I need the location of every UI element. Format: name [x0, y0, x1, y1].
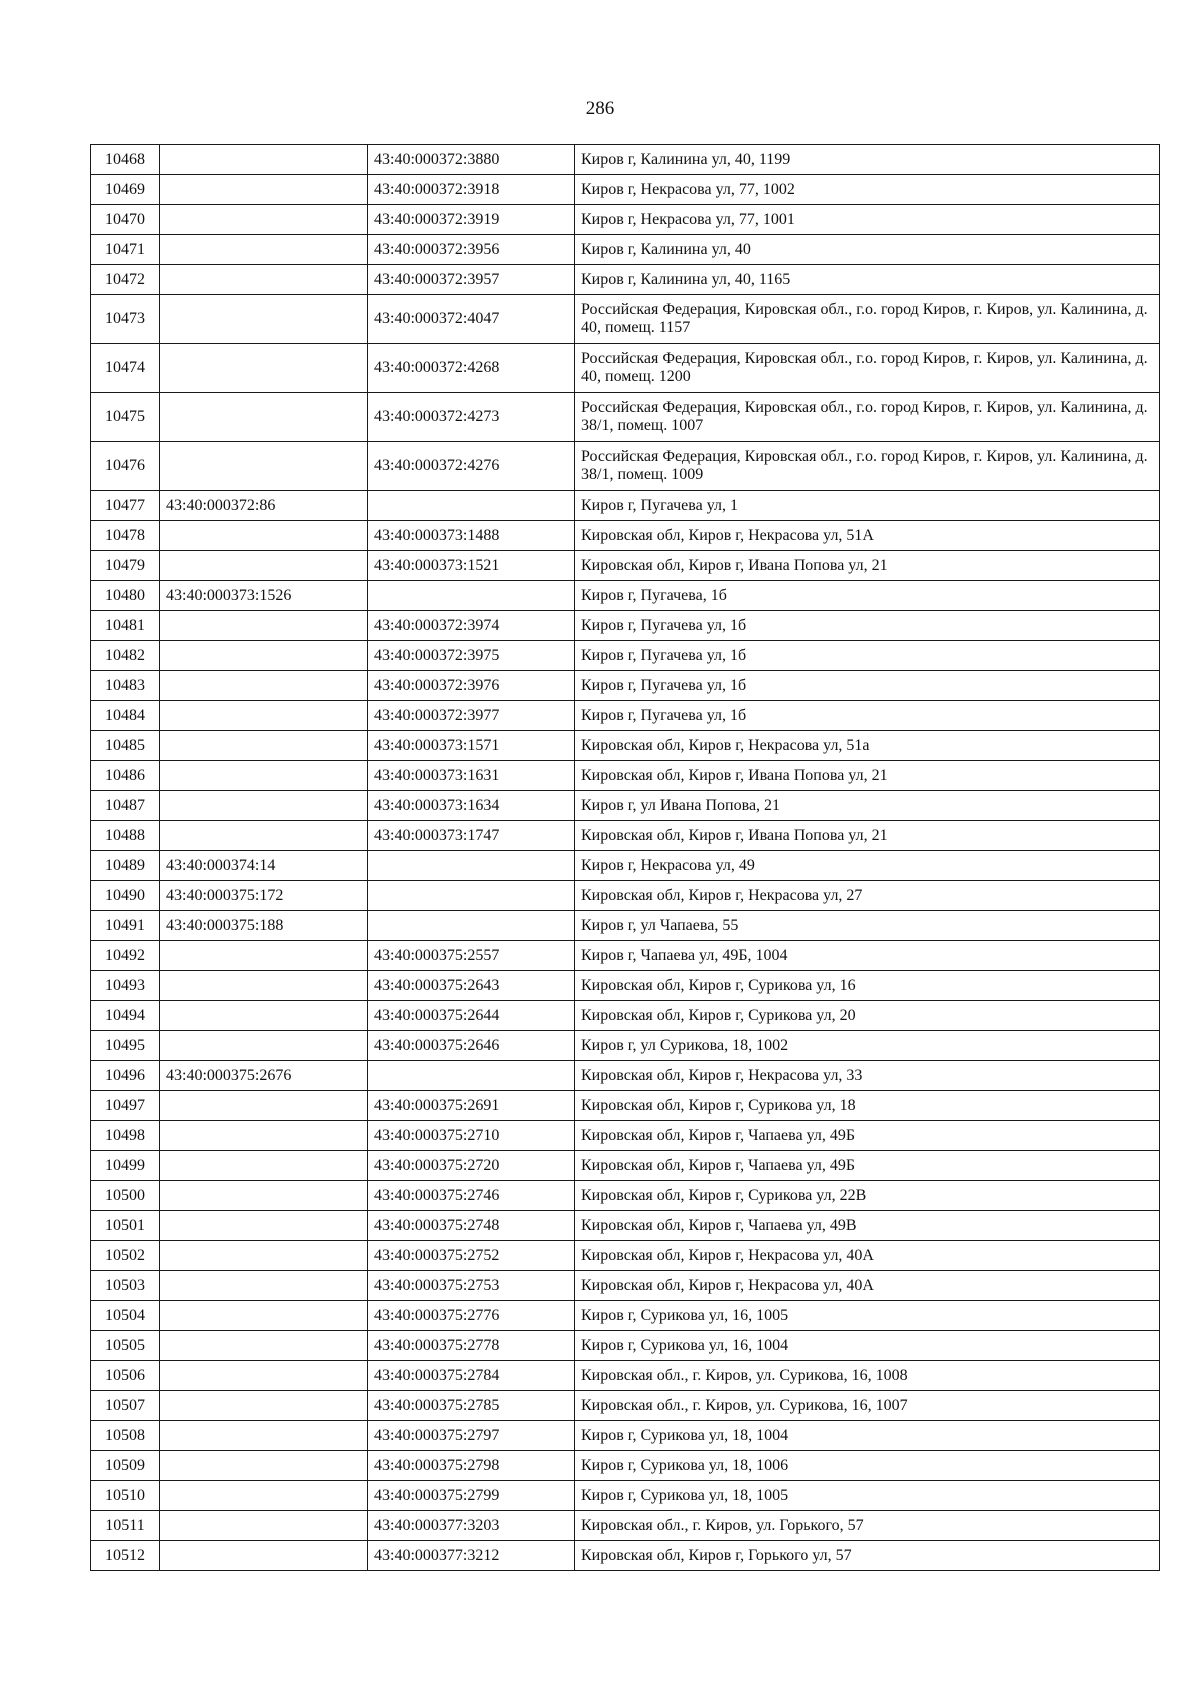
row-number-cell: 10470	[91, 205, 160, 235]
address-cell: Российская Федерация, Кировская обл., г.о. город Киров, г. Киров, ул. Калинина, д. 38/1, помещ. 1009	[575, 442, 1160, 491]
table-row	[91, 851, 1160, 881]
address-cell: Киров г, Некрасова ул, 77, 1002	[575, 175, 1160, 205]
row-number-cell: 10510	[91, 1481, 160, 1511]
object-cadastral-number-cell: 43:40:000375:2776	[368, 1301, 575, 1331]
row-number-cell: 10500	[91, 1181, 160, 1211]
object-cadastral-number-cell	[368, 491, 575, 521]
row-number-cell: 10499	[91, 1151, 160, 1181]
row-number-cell: 10487	[91, 791, 160, 821]
address-cell: Кировская обл., г. Киров, ул. Горького, 57	[575, 1511, 1160, 1541]
object-cadastral-number-cell: 43:40:000375:2778	[368, 1331, 575, 1361]
parcel-cadastral-number-cell	[160, 671, 368, 701]
object-cadastral-number-cell: 43:40:000373:1747	[368, 821, 575, 851]
parcel-cadastral-number-cell	[160, 1331, 368, 1361]
object-cadastral-number-cell: 43:40:000375:2643	[368, 971, 575, 1001]
object-cadastral-number-cell: 43:40:000375:2710	[368, 1121, 575, 1151]
parcel-cadastral-number-cell: 43:40:000375:188	[160, 911, 368, 941]
table-row	[91, 295, 1160, 344]
table-row	[91, 393, 1160, 442]
object-cadastral-number-cell: 43:40:000372:3975	[368, 641, 575, 671]
table-row	[91, 235, 1160, 265]
address-cell: Киров г, Калинина ул, 40, 1199	[575, 145, 1160, 175]
object-cadastral-number-cell: 43:40:000372:3918	[368, 175, 575, 205]
object-cadastral-number-cell: 43:40:000375:2644	[368, 1001, 575, 1031]
parcel-cadastral-number-cell	[160, 344, 368, 393]
parcel-cadastral-number-cell	[160, 731, 368, 761]
row-number-cell: 10511	[91, 1511, 160, 1541]
row-number-cell: 10505	[91, 1331, 160, 1361]
row-number-cell: 10473	[91, 295, 160, 344]
row-number-cell: 10490	[91, 881, 160, 911]
address-cell: Киров г, Пугачева ул, 1	[575, 491, 1160, 521]
parcel-cadastral-number-cell	[160, 1271, 368, 1301]
table-row	[91, 1481, 1160, 1511]
parcel-cadastral-number-cell: 43:40:000373:1526	[160, 581, 368, 611]
object-cadastral-number-cell	[368, 911, 575, 941]
parcel-cadastral-number-cell	[160, 971, 368, 1001]
row-number-cell: 10484	[91, 701, 160, 731]
row-number-cell: 10488	[91, 821, 160, 851]
object-cadastral-number-cell: 43:40:000372:3880	[368, 145, 575, 175]
parcel-cadastral-number-cell	[160, 551, 368, 581]
parcel-cadastral-number-cell	[160, 1301, 368, 1331]
parcel-cadastral-number-cell	[160, 1541, 368, 1571]
row-number-cell: 10512	[91, 1541, 160, 1571]
row-number-cell: 10489	[91, 851, 160, 881]
parcel-cadastral-number-cell: 43:40:000372:86	[160, 491, 368, 521]
row-number-cell: 10480	[91, 581, 160, 611]
address-cell: Кировская обл, Киров г, Чапаева ул, 49В	[575, 1211, 1160, 1241]
object-cadastral-number-cell: 43:40:000373:1634	[368, 791, 575, 821]
row-number-cell: 10471	[91, 235, 160, 265]
table-row	[91, 1271, 1160, 1301]
object-cadastral-number-cell: 43:40:000372:4268	[368, 344, 575, 393]
row-number-cell: 10476	[91, 442, 160, 491]
address-cell: Кировская обл, Киров г, Некрасова ул, 51а	[575, 731, 1160, 761]
table-row	[91, 1001, 1160, 1031]
object-cadastral-number-cell	[368, 851, 575, 881]
address-cell: Кировская обл, Киров г, Ивана Попова ул, 21	[575, 761, 1160, 791]
object-cadastral-number-cell: 43:40:000375:2746	[368, 1181, 575, 1211]
parcel-cadastral-number-cell	[160, 295, 368, 344]
row-number-cell: 10485	[91, 731, 160, 761]
address-cell: Российская Федерация, Кировская обл., г.о. город Киров, г. Киров, ул. Калинина, д. 38/1, помещ. 1007	[575, 393, 1160, 442]
table-row	[91, 971, 1160, 1001]
object-cadastral-number-cell: 43:40:000372:4273	[368, 393, 575, 442]
table-row	[91, 145, 1160, 175]
object-cadastral-number-cell: 43:40:000373:1521	[368, 551, 575, 581]
parcel-cadastral-number-cell	[160, 1211, 368, 1241]
object-cadastral-number-cell	[368, 581, 575, 611]
address-cell: Кировская обл, Киров г, Сурикова ул, 18	[575, 1091, 1160, 1121]
table-row	[91, 1031, 1160, 1061]
address-cell: Кировская обл, Киров г, Некрасова ул, 51А	[575, 521, 1160, 551]
parcel-cadastral-number-cell	[160, 1511, 368, 1541]
object-cadastral-number-cell: 43:40:000377:3203	[368, 1511, 575, 1541]
address-cell: Киров г, Пугачева ул, 1б	[575, 611, 1160, 641]
row-number-cell: 10482	[91, 641, 160, 671]
object-cadastral-number-cell: 43:40:000373:1631	[368, 761, 575, 791]
object-cadastral-number-cell: 43:40:000375:2785	[368, 1391, 575, 1421]
object-cadastral-number-cell: 43:40:000372:3957	[368, 265, 575, 295]
parcel-cadastral-number-cell	[160, 145, 368, 175]
table-row	[91, 551, 1160, 581]
object-cadastral-number-cell: 43:40:000375:2798	[368, 1451, 575, 1481]
address-cell: Кировская обл, Киров г, Сурикова ул, 16	[575, 971, 1160, 1001]
parcel-cadastral-number-cell	[160, 1241, 368, 1271]
address-cell: Киров г, Некрасова ул, 49	[575, 851, 1160, 881]
parcel-cadastral-number-cell	[160, 1421, 368, 1451]
row-number-cell: 10492	[91, 941, 160, 971]
address-cell: Кировская обл, Киров г, Некрасова ул, 40А	[575, 1271, 1160, 1301]
parcel-cadastral-number-cell	[160, 1031, 368, 1061]
registry-table	[90, 144, 1160, 1571]
row-number-cell: 10486	[91, 761, 160, 791]
address-cell: Киров г, Сурикова ул, 18, 1006	[575, 1451, 1160, 1481]
parcel-cadastral-number-cell: 43:40:000375:2676	[160, 1061, 368, 1091]
address-cell: Кировская обл, Киров г, Ивана Попова ул, 21	[575, 551, 1160, 581]
table-row	[91, 1331, 1160, 1361]
parcel-cadastral-number-cell	[160, 761, 368, 791]
parcel-cadastral-number-cell	[160, 1361, 368, 1391]
object-cadastral-number-cell: 43:40:000375:2748	[368, 1211, 575, 1241]
table-row	[91, 1361, 1160, 1391]
address-cell: Киров г, ул Сурикова, 18, 1002	[575, 1031, 1160, 1061]
table-row	[91, 641, 1160, 671]
object-cadastral-number-cell: 43:40:000375:2752	[368, 1241, 575, 1271]
row-number-cell: 10503	[91, 1271, 160, 1301]
row-number-cell: 10496	[91, 1061, 160, 1091]
object-cadastral-number-cell: 43:40:000375:2799	[368, 1481, 575, 1511]
address-cell: Киров г, Сурикова ул, 18, 1004	[575, 1421, 1160, 1451]
parcel-cadastral-number-cell	[160, 791, 368, 821]
table-row	[91, 581, 1160, 611]
row-number-cell: 10481	[91, 611, 160, 641]
table-row	[91, 1241, 1160, 1271]
row-number-cell: 10478	[91, 521, 160, 551]
row-number-cell: 10501	[91, 1211, 160, 1241]
object-cadastral-number-cell: 43:40:000372:3956	[368, 235, 575, 265]
address-cell: Киров г, Пугачева ул, 1б	[575, 641, 1160, 671]
parcel-cadastral-number-cell	[160, 1091, 368, 1121]
parcel-cadastral-number-cell	[160, 521, 368, 551]
row-number-cell: 10477	[91, 491, 160, 521]
object-cadastral-number-cell: 43:40:000372:3976	[368, 671, 575, 701]
row-number-cell: 10497	[91, 1091, 160, 1121]
address-cell: Кировская обл, Киров г, Сурикова ул, 22В	[575, 1181, 1160, 1211]
table-row	[91, 265, 1160, 295]
row-number-cell: 10472	[91, 265, 160, 295]
object-cadastral-number-cell: 43:40:000372:3974	[368, 611, 575, 641]
parcel-cadastral-number-cell	[160, 205, 368, 235]
parcel-cadastral-number-cell	[160, 442, 368, 491]
parcel-cadastral-number-cell	[160, 821, 368, 851]
address-cell: Кировская обл, Киров г, Чапаева ул, 49Б	[575, 1151, 1160, 1181]
table-row	[91, 1061, 1160, 1091]
address-cell: Кировская обл, Киров г, Некрасова ул, 40А	[575, 1241, 1160, 1271]
parcel-cadastral-number-cell	[160, 265, 368, 295]
table-row	[91, 1541, 1160, 1571]
table-row	[91, 1151, 1160, 1181]
parcel-cadastral-number-cell	[160, 235, 368, 265]
parcel-cadastral-number-cell	[160, 641, 368, 671]
row-number-cell: 10498	[91, 1121, 160, 1151]
row-number-cell: 10468	[91, 145, 160, 175]
object-cadastral-number-cell: 43:40:000372:4276	[368, 442, 575, 491]
object-cadastral-number-cell: 43:40:000375:2646	[368, 1031, 575, 1061]
address-cell: Киров г, Калинина ул, 40, 1165	[575, 265, 1160, 295]
table-row	[91, 671, 1160, 701]
address-cell: Кировская обл, Киров г, Некрасова ул, 33	[575, 1061, 1160, 1091]
object-cadastral-number-cell: 43:40:000372:3919	[368, 205, 575, 235]
row-number-cell: 10474	[91, 344, 160, 393]
address-cell: Российская Федерация, Кировская обл., г.о. город Киров, г. Киров, ул. Калинина, д. 40, помещ. 1157	[575, 295, 1160, 344]
table-row	[91, 1211, 1160, 1241]
row-number-cell: 10491	[91, 911, 160, 941]
table-row	[91, 941, 1160, 971]
object-cadastral-number-cell: 43:40:000375:2557	[368, 941, 575, 971]
parcel-cadastral-number-cell	[160, 941, 368, 971]
object-cadastral-number-cell: 43:40:000375:2784	[368, 1361, 575, 1391]
page-number: 286	[585, 98, 615, 119]
parcel-cadastral-number-cell	[160, 611, 368, 641]
object-cadastral-number-cell: 43:40:000375:2720	[368, 1151, 575, 1181]
address-cell: Кировская обл, Киров г, Некрасова ул, 27	[575, 881, 1160, 911]
parcel-cadastral-number-cell	[160, 1181, 368, 1211]
object-cadastral-number-cell	[368, 1061, 575, 1091]
address-cell: Киров г, Сурикова ул, 16, 1005	[575, 1301, 1160, 1331]
table-row	[91, 491, 1160, 521]
object-cadastral-number-cell: 43:40:000372:3977	[368, 701, 575, 731]
table-row	[91, 1091, 1160, 1121]
table-row	[91, 442, 1160, 491]
address-cell: Кировская обл., г. Киров, ул. Сурикова, 16, 1008	[575, 1361, 1160, 1391]
parcel-cadastral-number-cell	[160, 1001, 368, 1031]
row-number-cell: 10502	[91, 1241, 160, 1271]
parcel-cadastral-number-cell	[160, 393, 368, 442]
row-number-cell: 10508	[91, 1421, 160, 1451]
table-row	[91, 1421, 1160, 1451]
table-row	[91, 344, 1160, 393]
parcel-cadastral-number-cell	[160, 175, 368, 205]
object-cadastral-number-cell: 43:40:000375:2753	[368, 1271, 575, 1301]
row-number-cell: 10509	[91, 1451, 160, 1481]
address-cell: Киров г, Сурикова ул, 16, 1004	[575, 1331, 1160, 1361]
parcel-cadastral-number-cell	[160, 1151, 368, 1181]
parcel-cadastral-number-cell: 43:40:000374:14	[160, 851, 368, 881]
object-cadastral-number-cell: 43:40:000373:1571	[368, 731, 575, 761]
parcel-cadastral-number-cell	[160, 701, 368, 731]
table-row	[91, 175, 1160, 205]
address-cell: Кировская обл, Киров г, Сурикова ул, 20	[575, 1001, 1160, 1031]
row-number-cell: 10483	[91, 671, 160, 701]
address-cell: Киров г, Некрасова ул, 77, 1001	[575, 205, 1160, 235]
address-cell: Кировская обл., г. Киров, ул. Сурикова, 16, 1007	[575, 1391, 1160, 1421]
table-row	[91, 521, 1160, 551]
object-cadastral-number-cell: 43:40:000377:3212	[368, 1541, 575, 1571]
row-number-cell: 10506	[91, 1361, 160, 1391]
address-cell: Киров г, Сурикова ул, 18, 1005	[575, 1481, 1160, 1511]
object-cadastral-number-cell: 43:40:000375:2691	[368, 1091, 575, 1121]
parcel-cadastral-number-cell	[160, 1451, 368, 1481]
table-row	[91, 611, 1160, 641]
row-number-cell: 10479	[91, 551, 160, 581]
parcel-cadastral-number-cell: 43:40:000375:172	[160, 881, 368, 911]
table-row	[91, 701, 1160, 731]
row-number-cell: 10504	[91, 1301, 160, 1331]
row-number-cell: 10494	[91, 1001, 160, 1031]
table-row	[91, 911, 1160, 941]
table-row	[91, 1121, 1160, 1151]
table-row	[91, 731, 1160, 761]
table-row	[91, 1301, 1160, 1331]
address-cell: Российская Федерация, Кировская обл., г.о. город Киров, г. Киров, ул. Калинина, д. 40, помещ. 1200	[575, 344, 1160, 393]
address-cell: Кировская обл, Киров г, Чапаева ул, 49Б	[575, 1121, 1160, 1151]
table-row	[91, 881, 1160, 911]
address-cell: Киров г, Пугачева, 1б	[575, 581, 1160, 611]
parcel-cadastral-number-cell	[160, 1121, 368, 1151]
object-cadastral-number-cell: 43:40:000372:4047	[368, 295, 575, 344]
parcel-cadastral-number-cell	[160, 1481, 368, 1511]
table-row	[91, 1181, 1160, 1211]
row-number-cell: 10495	[91, 1031, 160, 1061]
registry-table-body	[91, 145, 1160, 1571]
address-cell: Киров г, Пугачева ул, 1б	[575, 671, 1160, 701]
address-cell: Киров г, Чапаева ул, 49Б, 1004	[575, 941, 1160, 971]
parcel-cadastral-number-cell	[160, 1391, 368, 1421]
table-row	[91, 791, 1160, 821]
address-cell: Киров г, Калинина ул, 40	[575, 235, 1160, 265]
row-number-cell: 10507	[91, 1391, 160, 1421]
table-row	[91, 761, 1160, 791]
row-number-cell: 10469	[91, 175, 160, 205]
object-cadastral-number-cell: 43:40:000373:1488	[368, 521, 575, 551]
address-cell: Кировская обл, Киров г, Горького ул, 57	[575, 1541, 1160, 1571]
address-cell: Киров г, ул Ивана Попова, 21	[575, 791, 1160, 821]
address-cell: Кировская обл, Киров г, Ивана Попова ул, 21	[575, 821, 1160, 851]
address-cell: Киров г, ул Чапаева, 55	[575, 911, 1160, 941]
object-cadastral-number-cell: 43:40:000375:2797	[368, 1421, 575, 1451]
row-number-cell: 10475	[91, 393, 160, 442]
table-row	[91, 1451, 1160, 1481]
address-cell: Киров г, Пугачева ул, 1б	[575, 701, 1160, 731]
table-row	[91, 821, 1160, 851]
object-cadastral-number-cell	[368, 881, 575, 911]
table-row	[91, 205, 1160, 235]
table-row	[91, 1511, 1160, 1541]
row-number-cell: 10493	[91, 971, 160, 1001]
table-row	[91, 1391, 1160, 1421]
